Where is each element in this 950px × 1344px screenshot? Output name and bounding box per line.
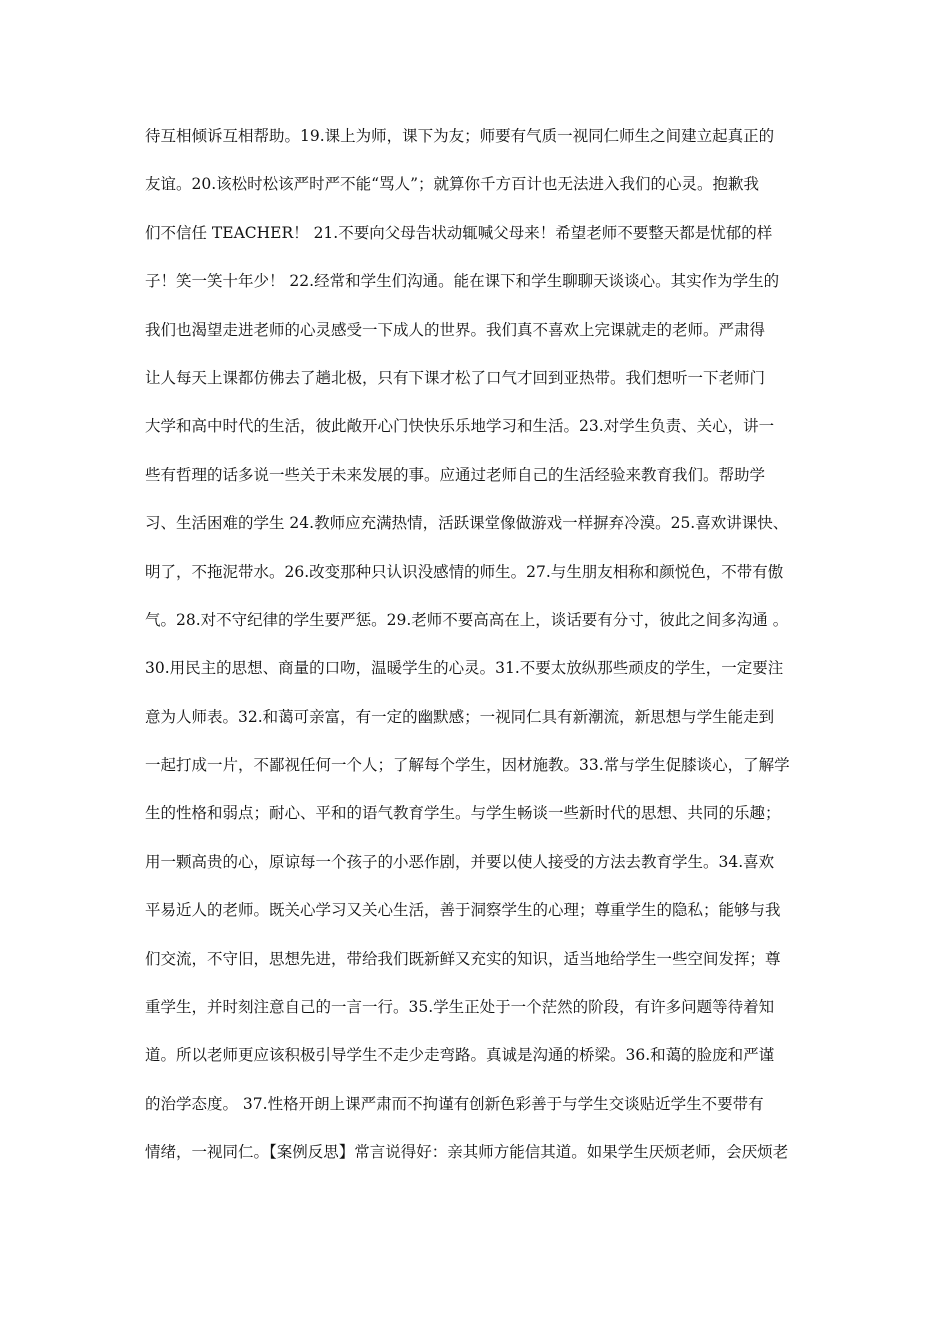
text-line: 30.用民主的思想、商量的口吻，温暖学生的心灵。31.不要太放纵那些顽皮的学生，一定要注 [145, 659, 784, 678]
text-line: 待互相倾诉互相帮助。19.课上为师，课下为友；师要有气质一视同仁师生之间建立起真正的 [145, 127, 775, 145]
text-line: 的治学态度。 37.性格开朗上课严肃而不拘谨有创新色彩善于与学生交谈贴近学生不要带有 [145, 1094, 764, 1113]
text-line: 们交流，不守旧，思想先进，带给我们既新鲜又充实的知识，适当地给学生一些空间发挥；尊 [145, 949, 781, 968]
text-line: 我们也渴望走进老师的心灵感受一下成人的世界。我们真不喜欢上完课就走的老师。严肃得 [145, 320, 766, 339]
body-text [145, 120, 815, 1185]
text-line: 用一颗高贵的心，原谅每一个孩子的小恶作剧，并要以使人接受的方法去教育学生。34.喜欢 [145, 852, 775, 871]
text-line: 们不信任 TEACHER！ 21.不要向父母告状动辄喊父母来！希望老师不要整天都是忧郁的样 [145, 223, 773, 242]
text-line: 生的性格和弱点；耐心、平和的语气教育学生。与学生畅谈一些新时代的思想、共同的乐趣； [145, 804, 781, 823]
text-line: 重学生，并时刻注意自己的一言一行。35.学生正处于一个茫然的阶段，有许多问题等待着知 [145, 998, 775, 1017]
text-line: 友谊。20.该松时松该严时严不能“骂人”；就算你千方百计也无法进入我们的心灵。抱歉我 [145, 175, 760, 194]
text-line: 让人每天上课都仿佛去了趟北极，只有下课才松了口气才回到亚热带。我们想听一下老师门 [145, 368, 766, 387]
text-line: 大学和高中时代的生活，彼此敞开心门快快乐乐地学习和生活。23.对学生负责、关心，讲一 [145, 417, 775, 436]
text-line: 些有哲理的话多说一些关于未来发展的事。应通过老师自己的生活经验来教育我们。帮助学 [145, 465, 766, 484]
text-line: 一起打成一片，不鄙视任何一个人；了解每个学生，因材施教。33.常与学生促膝谈心，了解学 [145, 756, 790, 775]
text-line: 气。28.对不守纪律的学生要严惩。29.老师不要高高在上，谈话要有分寸，彼此之间多沟通 。 [145, 610, 789, 629]
text-line: 情绪，一视同仁。【案例反思】常言说得好：亲其师方能信其道。如果学生厌烦老师，会厌烦老 [145, 1143, 789, 1162]
text-line: 平易近人的老师。既关心学习又关心生活，善于洞察学生的心理；尊重学生的隐私；能够与我 [145, 901, 781, 920]
text-line: 意为人师表。32.和蔼可亲富，有一定的幽默感；一视同仁具有新潮流，新思想与学生能走到 [145, 707, 775, 726]
text-line: 道。所以老师更应该积极引导学生不走少走弯路。真诚是沟通的桥梁。36.和蔼的脸庞和严谨 [145, 1046, 775, 1065]
text-line: 子！笑一笑十年少！ 22.经常和学生们沟通。能在课下和学生聊聊天谈谈心。其实作为学生的 [145, 272, 780, 291]
text-line: 习、生活困难的学生 24.教师应充满热情，活跃课堂像做游戏一样摒弃冷漠。25.喜欢讲课快、 [145, 514, 789, 533]
text-line: 明了，不拖泥带水。26.改变那种只认识没感情的师生。27.与生朋友相称和颜悦色，不带有傲 [145, 562, 784, 581]
